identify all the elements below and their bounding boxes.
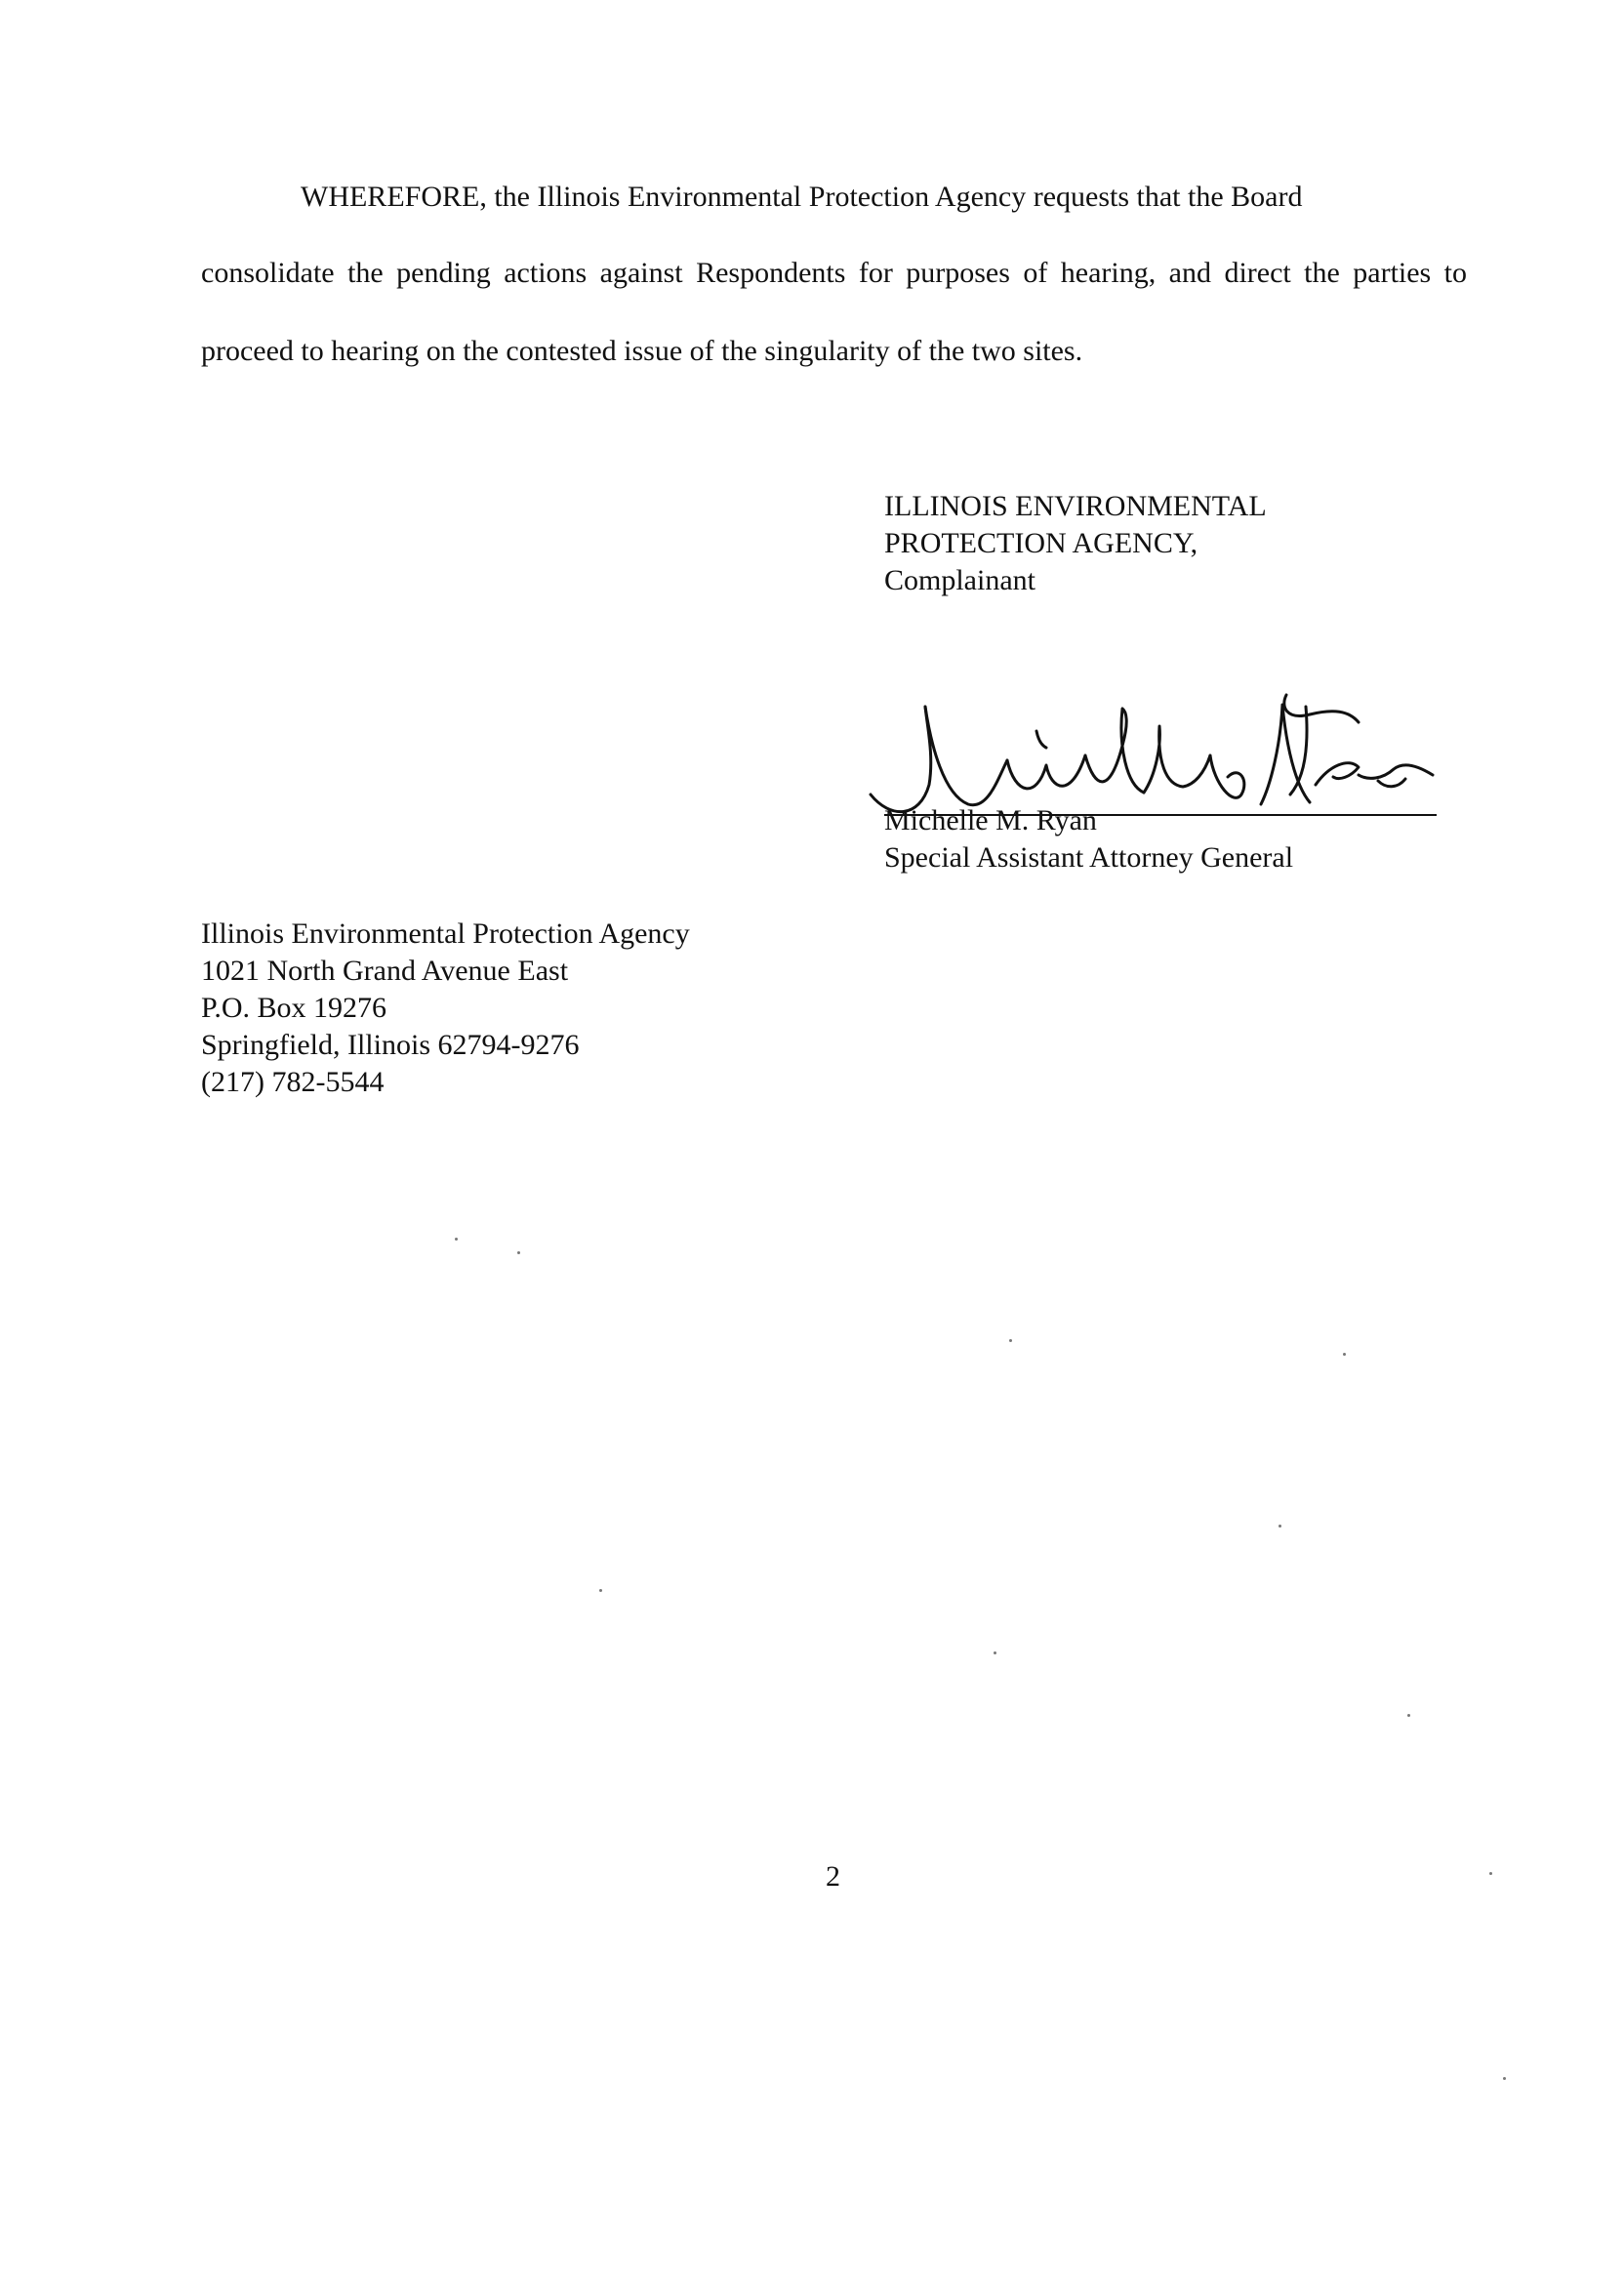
signature-block-org [884,488,1267,599]
scan-speck [994,1651,996,1654]
org-name-line-2: PROTECTION AGENCY, [884,527,1198,559]
scan-speck [1009,1339,1012,1342]
scan-speck [517,1251,520,1254]
signer-name: Michelle M. Ryan [884,804,1097,836]
party-role: Complainant [884,564,1035,596]
scan-speck [1279,1525,1281,1528]
scan-speck [1489,1872,1492,1875]
scan-speck [455,1238,458,1241]
signer-title: Special Assistant Attorney General [884,841,1294,874]
address-line-1: Illinois Environmental Protection Agency [201,917,690,950]
address-line-2: 1021 North Grand Avenue East [201,955,569,987]
scan-speck [1503,2077,1506,2080]
address-line-3: P.O. Box 19276 [201,992,387,1024]
signer-block [884,802,1293,876]
scan-speck [1407,1714,1410,1717]
agency-address [201,916,690,1101]
scan-speck [599,1589,602,1592]
paragraph-line-2: consolidate the pending actions against Respondents for purposes of hearing, and direct the parties to [201,257,1467,289]
paragraph-line-3: proceed to hearing on the contested issue of the singularity of the two sites. [201,335,1083,367]
scan-speck [1343,1353,1346,1356]
page-number: 2 [826,1860,840,1893]
address-line-5: (217) 782-5544 [201,1066,385,1098]
org-name-line-1: ILLINOIS ENVIRONMENTAL [884,490,1267,522]
paragraph-line-1: WHEREFORE, the Illinois Environmental Protection Agency requests that the Board [301,181,1303,213]
address-line-4: Springfield, Illinois 62794-9276 [201,1029,580,1061]
